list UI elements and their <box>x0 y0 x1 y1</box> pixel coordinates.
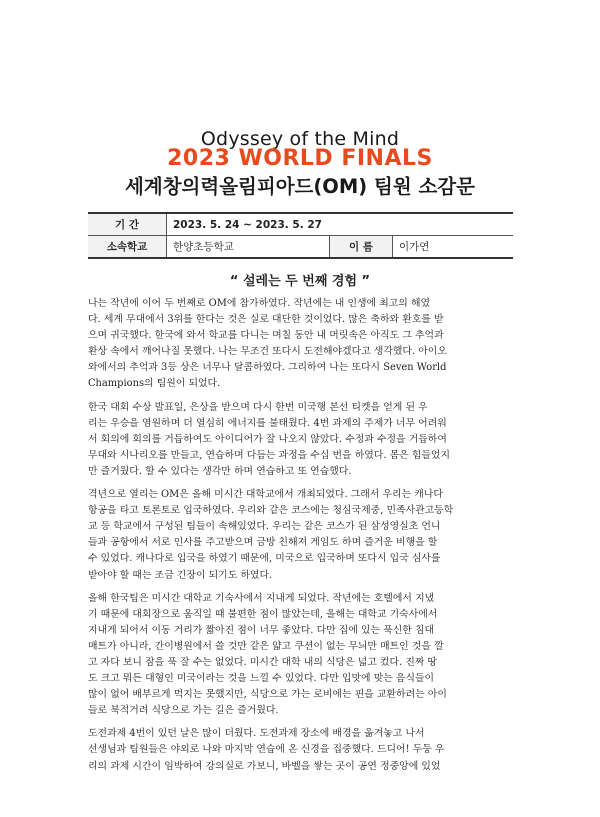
essay-line: 환상 속에서 깨어나질 못했다. 나는 무조건 또다시 도전해야겠다고 생각했다. 아이오 <box>88 346 447 358</box>
essay-line: 무대와 시나리오를 만들고, 연습하며 다듬는 과정을 수십 번을 하였다. 몸은 힘들었지 <box>88 449 451 461</box>
essay-line: 매트가 아니라, 간이병원에서 쓸 것만 같은 얇고 쿠션이 없는 무늬만 매트인 것을 깔 <box>88 640 444 652</box>
essay-line: 수 있었다. 캐나다로 입국을 하였기 때문에, 미국으로 입국하며 또다시 입국 심사를 <box>88 553 441 565</box>
essay-line: 기 때문에 대회장으로 움직일 때 불편한 점이 많았는데, 올해는 대학교 기숙사에서 <box>88 608 438 620</box>
essay-paragraph <box>88 726 513 774</box>
essay-line: 받아야 할 때는 조금 긴장이 되기도 하였다. <box>88 569 273 581</box>
name-label: 이 름 <box>330 236 393 259</box>
paragraph-gap <box>88 393 513 400</box>
paragraph-gap <box>88 719 513 726</box>
essay-line: 리는 우승을 염원하며 더 열심히 에너지를 불태웠다. 4번 과제의 주제가 너무 어려워 <box>88 417 447 429</box>
essay-line: 지내게 되어서 이동 거리가 짧아진 점이 너무 좋았다. 다만 집에 있는 푹신한 침대 <box>88 624 435 636</box>
header-document-title: 세계창의력올림피아드(OM) 팀원 소감문 <box>125 175 475 198</box>
essay-line: 한국 대회 수상 발표일, 은상을 받으며 다시 한번 미국행 본선 티켓을 얻게 된 우 <box>88 401 428 413</box>
essay-title: “ 설레는 두 번째 경험 ” <box>229 274 371 289</box>
essay-paragraph <box>88 591 513 720</box>
header-event-name: Odyssey of the Mind <box>200 128 400 150</box>
period-value: 2023. 5. 24 ~ 2023. 5. 27 <box>167 213 514 236</box>
essay-line: 서 회의에 회의를 거듭하여도 아이디어가 잘 나오지 않았다. 수정과 수정을 거듭하여 <box>88 433 447 445</box>
essay-line: 고 자다 보니 잠을 푹 잘 수는 없었다. 미시간 대학 내의 식당은 넓고 컸다. 진짜 땅 <box>88 656 438 668</box>
essay-line: 나는 작년에 이어 두 번째로 OM에 참가하였다. 작년에는 내 인생에 최고의 해였 <box>88 298 431 309</box>
period-label: 기 간 <box>88 213 167 236</box>
essay-line: 격년으로 열리는 OM은 올해 미시간 대학교에서 개최되었다. 그래서 우리는 캐나다 <box>88 489 443 501</box>
essay-line: 도전과제 4번이 있던 날은 많이 더웠다. 도전과제 장소에 배경을 옮겨놓고 나서 <box>88 728 425 740</box>
paragraph-gap <box>88 584 513 591</box>
essay-paragraph <box>88 296 513 393</box>
essay-line: 많이 없어 배부르게 먹지는 못했지만, 식당으로 가는 로비에는 핀을 교환하려는 아이 <box>88 689 447 701</box>
info-row-school <box>88 236 513 259</box>
essay-line: 들로 북적거려 식당으로 가는 길은 즐거웠다. <box>88 705 279 717</box>
school-label: 소속학교 <box>88 236 167 259</box>
essay-line: 리의 과제 시간이 임박하여 강의실로 가보니, 바벨을 쌓는 곳이 공연 정중앙에 있었 <box>88 760 441 772</box>
essay-line: Champions의 팀원이 되었다. <box>88 378 221 390</box>
essay-body <box>88 296 513 775</box>
info-table <box>88 212 513 259</box>
essay-line: 선생님과 팀원들은 야외로 나와 마지막 연습에 온 신경을 집중했다. 드디어! 두둥 우 <box>88 744 445 756</box>
essay-line: 으며 귀국했다. 한국에 와서 학교를 다니는 며칠 동안 내 머릿속은 아직도 그 추억과 <box>88 330 444 342</box>
paragraph-gap <box>88 480 513 487</box>
header-event-title: 2023 WORLD FINALS <box>167 146 433 171</box>
essay-paragraph <box>88 487 513 584</box>
essay-line: 교 등 학교에서 구성된 팀들이 속해있었다. 우리는 같은 코스가 된 삼성영실초 언니 <box>88 521 441 533</box>
essay-line: 다. 세계 무대에서 3위를 한다는 것은 실로 대단한 것이었다. 많은 축하와 환호를 받 <box>88 314 444 326</box>
essay-line: 올해 한국팀은 미시간 대학교 기숙사에서 지내게 되었다. 작년에는 호텔에서 지냈 <box>88 592 435 604</box>
essay-line: 만 즐거웠다. 할 수 있다는 생각만 하며 연습하고 또 연습했다. <box>88 465 352 477</box>
essay-line: 와에서의 추억과 3등 상은 너무나 달콤하였다. 그리하여 나는 또다시 Seven World <box>88 362 447 374</box>
school-value: 한양초등학교 <box>167 236 330 259</box>
essay-line: 들과 공항에서 서로 인사를 주고받으며 금방 친해져 게임도 하며 즐거운 비행을 할 <box>88 537 438 549</box>
essay-line: 도 크고 뭐든 대형인 미국이라는 것을 느낄 수 있었다. 다만 입맛에 맞는 음식들이 <box>88 673 435 685</box>
essay-paragraph <box>88 400 513 480</box>
name-value: 이가연 <box>393 236 514 259</box>
essay-line: 항공을 타고 토론토로 입국하였다. 우리와 같은 코스에는 청심국제중, 민족사관고등학 <box>88 505 454 517</box>
info-row-period <box>88 213 513 236</box>
